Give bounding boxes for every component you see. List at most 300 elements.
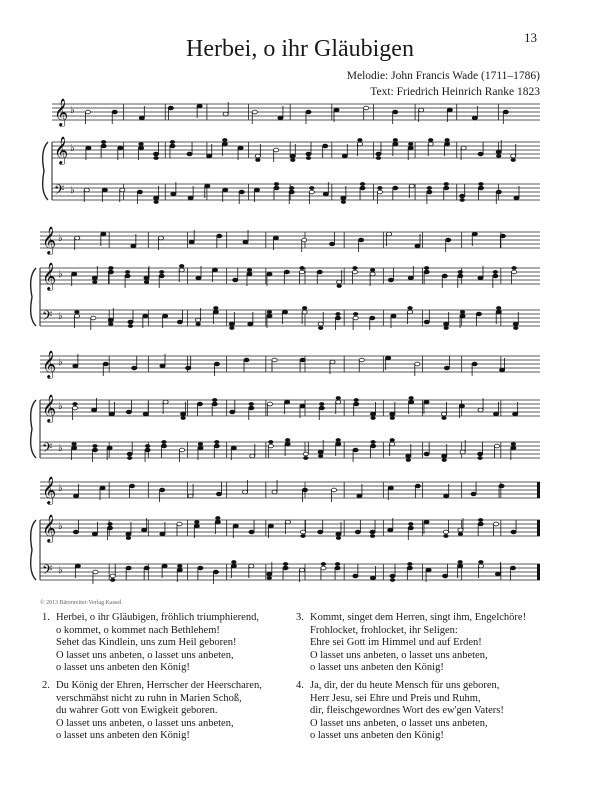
note-head bbox=[255, 154, 260, 158]
note-head bbox=[250, 454, 255, 458]
note-head bbox=[335, 566, 340, 570]
note-head bbox=[126, 566, 131, 570]
note-head bbox=[511, 154, 516, 158]
verse-line: Ehre sei Gott im Himmel und auf Erden! bbox=[310, 637, 482, 649]
note-head bbox=[443, 534, 448, 538]
note-head bbox=[284, 270, 289, 274]
note-head bbox=[444, 366, 449, 370]
flat-icon: ♭ bbox=[58, 311, 63, 322]
note-head bbox=[472, 232, 477, 236]
note-head bbox=[74, 314, 79, 318]
note-head bbox=[75, 236, 80, 240]
note-head bbox=[252, 110, 257, 114]
note-head bbox=[267, 310, 272, 314]
note-head bbox=[407, 306, 412, 310]
note-head bbox=[336, 442, 341, 446]
note-head bbox=[299, 270, 304, 274]
note-head bbox=[370, 576, 375, 580]
note-head bbox=[317, 270, 322, 274]
note-head bbox=[214, 440, 219, 444]
note-head bbox=[213, 306, 218, 310]
note-head bbox=[391, 314, 396, 318]
note-head bbox=[459, 404, 464, 408]
note-head bbox=[353, 448, 358, 452]
note-head bbox=[92, 444, 97, 448]
note-head bbox=[510, 566, 515, 570]
note-head bbox=[419, 108, 424, 112]
note-head bbox=[142, 528, 147, 532]
note-head bbox=[478, 152, 483, 156]
note-head bbox=[335, 312, 340, 316]
note-head bbox=[393, 110, 398, 114]
note-head bbox=[197, 402, 202, 406]
note-head bbox=[445, 138, 450, 142]
note-head bbox=[336, 536, 341, 540]
note-head bbox=[496, 154, 501, 158]
note-head bbox=[177, 568, 182, 572]
note-head bbox=[354, 398, 359, 402]
note-head bbox=[267, 572, 272, 576]
note-head bbox=[207, 154, 212, 158]
note-head bbox=[101, 144, 106, 148]
note-head bbox=[408, 526, 413, 530]
note-head bbox=[493, 270, 498, 274]
note-head bbox=[108, 318, 113, 322]
note-head bbox=[390, 578, 395, 582]
note-head bbox=[188, 196, 193, 200]
note-head bbox=[85, 110, 90, 114]
note-head bbox=[153, 156, 158, 160]
note-head bbox=[132, 366, 137, 370]
note-head bbox=[238, 146, 243, 150]
note-head bbox=[73, 494, 78, 498]
note-head bbox=[137, 190, 142, 194]
note-head bbox=[222, 138, 227, 142]
note-head bbox=[336, 438, 341, 442]
note-head bbox=[255, 158, 260, 162]
verse-line: Du König der Ehren, Herrscher der Heerscharen, bbox=[56, 680, 262, 691]
note-head bbox=[408, 276, 413, 280]
note-head bbox=[285, 442, 290, 446]
note-head bbox=[503, 110, 508, 114]
note-head bbox=[163, 400, 168, 404]
verse-3 bbox=[296, 612, 526, 675]
treble-clef-icon: 𝄞 bbox=[42, 394, 57, 422]
note-head bbox=[511, 530, 516, 534]
note-head bbox=[274, 186, 279, 190]
note-head bbox=[127, 452, 132, 456]
verse-line: Herbei, o ihr Gläubigen, fröhlich triumphierend, bbox=[56, 612, 259, 623]
note-head bbox=[194, 520, 199, 524]
note-head bbox=[318, 530, 323, 534]
note-head bbox=[100, 486, 105, 490]
flat-icon: ♭ bbox=[70, 185, 75, 196]
note-head bbox=[162, 564, 167, 568]
note-head bbox=[376, 152, 381, 156]
note-head bbox=[247, 272, 252, 276]
note-head bbox=[318, 454, 323, 458]
note-head bbox=[103, 362, 108, 366]
flat-icon: ♭ bbox=[58, 483, 63, 494]
verse-line: O lasset uns anbeten, o lasset uns anbeten, bbox=[310, 717, 488, 729]
note-head bbox=[300, 358, 305, 362]
note-head bbox=[336, 532, 341, 536]
note-head bbox=[360, 186, 365, 190]
note-head bbox=[388, 278, 393, 282]
note-head bbox=[160, 364, 165, 368]
flat-icon: ♭ bbox=[70, 105, 75, 116]
note-head bbox=[370, 534, 375, 538]
note-head bbox=[460, 450, 465, 454]
note-head bbox=[476, 312, 481, 316]
note-head bbox=[408, 146, 413, 150]
note-head bbox=[177, 564, 182, 568]
note-head bbox=[249, 564, 254, 568]
note-head bbox=[370, 316, 375, 320]
note-head bbox=[299, 266, 304, 270]
note-head bbox=[196, 318, 201, 322]
note-head bbox=[406, 454, 411, 458]
note-head bbox=[170, 140, 175, 144]
note-head bbox=[159, 270, 164, 274]
note-head bbox=[302, 310, 307, 314]
note-head bbox=[341, 196, 346, 200]
brace-icon bbox=[43, 142, 48, 200]
flat-icon: ♭ bbox=[70, 143, 75, 154]
note-head bbox=[107, 446, 112, 450]
verse-1 bbox=[42, 612, 259, 675]
note-head bbox=[214, 362, 219, 366]
note-head bbox=[472, 116, 477, 120]
note-head bbox=[92, 448, 97, 452]
note-head bbox=[274, 148, 279, 152]
note-head bbox=[197, 104, 202, 108]
note-head bbox=[302, 306, 307, 310]
note-head bbox=[92, 280, 97, 284]
note-head bbox=[161, 444, 166, 448]
note-head bbox=[407, 310, 412, 314]
note-head bbox=[213, 310, 218, 314]
note-head bbox=[170, 144, 175, 148]
note-head bbox=[163, 314, 168, 318]
note-head bbox=[426, 568, 431, 572]
page-number: 13 bbox=[524, 30, 537, 45]
note-head bbox=[393, 138, 398, 142]
note-head bbox=[309, 186, 314, 190]
note-head bbox=[478, 560, 483, 564]
note-head bbox=[223, 188, 228, 192]
note-head bbox=[323, 192, 328, 196]
note-head bbox=[306, 156, 311, 160]
note-head bbox=[406, 458, 411, 462]
note-head bbox=[267, 314, 272, 318]
note-head bbox=[216, 492, 221, 496]
note-head bbox=[239, 190, 244, 194]
treble-clef-icon: 𝄞 bbox=[42, 350, 57, 378]
note-head bbox=[424, 266, 429, 270]
note-head bbox=[285, 400, 290, 404]
note-head bbox=[102, 188, 107, 192]
flat-icon: ♭ bbox=[58, 443, 63, 454]
note-head bbox=[500, 234, 505, 238]
note-head bbox=[335, 316, 340, 320]
note-head bbox=[390, 412, 395, 416]
note-head bbox=[267, 402, 272, 406]
note-head bbox=[445, 142, 450, 146]
note-head bbox=[290, 154, 295, 158]
note-head bbox=[91, 408, 96, 412]
note-head bbox=[428, 138, 433, 142]
note-head bbox=[493, 412, 498, 416]
note-head bbox=[125, 270, 130, 274]
note-head bbox=[110, 578, 115, 582]
verse-line: dir, fleischgewordnes Wort des ew'gen Vaters! bbox=[310, 705, 504, 717]
treble-clef-icon: 𝄞 bbox=[54, 136, 69, 164]
treble-clef-icon: 𝄞 bbox=[42, 476, 57, 504]
note-head bbox=[415, 362, 420, 366]
note-head bbox=[138, 142, 143, 146]
note-head bbox=[335, 562, 340, 566]
note-head bbox=[336, 396, 341, 400]
note-head bbox=[138, 146, 143, 150]
note-head bbox=[393, 142, 398, 146]
verse-line: Kommt, singet dem Herren, singt ihm, Engelchöre! bbox=[310, 612, 527, 623]
final-bar-line bbox=[537, 482, 540, 498]
note-head bbox=[289, 186, 294, 190]
note-head bbox=[360, 182, 365, 186]
note-head bbox=[370, 530, 375, 534]
note-head bbox=[179, 448, 184, 452]
note-head bbox=[86, 146, 91, 150]
note-head bbox=[511, 270, 516, 274]
note-head bbox=[282, 310, 287, 314]
note-head bbox=[428, 142, 433, 146]
note-head bbox=[386, 356, 391, 360]
verse-line: o kommet, o kommet nach Bethlehem! bbox=[56, 624, 220, 636]
note-head bbox=[233, 278, 238, 282]
note-head bbox=[285, 438, 290, 442]
note-head bbox=[125, 274, 130, 278]
note-head bbox=[139, 116, 144, 120]
note-head bbox=[357, 138, 362, 142]
verse-line: Ja, dir, der du heute Mensch für uns geboren, bbox=[310, 680, 500, 691]
note-head bbox=[144, 280, 149, 284]
note-head bbox=[478, 564, 483, 568]
note-head bbox=[353, 316, 358, 320]
note-head bbox=[460, 310, 465, 314]
note-head bbox=[496, 150, 501, 154]
note-head bbox=[318, 326, 323, 330]
verse-line: du wahrer Gott von Ewigkeit geboren. bbox=[56, 705, 218, 717]
note-head bbox=[355, 530, 360, 534]
note-head bbox=[319, 406, 324, 410]
note-head bbox=[377, 190, 382, 194]
note-head bbox=[442, 454, 447, 458]
bass-clef-icon: 𝄢 bbox=[42, 562, 53, 581]
note-head bbox=[217, 234, 222, 238]
note-head bbox=[494, 522, 499, 526]
note-head bbox=[458, 528, 463, 532]
note-head bbox=[493, 274, 498, 278]
note-head bbox=[189, 240, 194, 244]
note-head bbox=[329, 242, 334, 246]
note-head bbox=[441, 412, 446, 416]
note-head bbox=[231, 446, 236, 450]
note-head bbox=[415, 484, 420, 488]
note-head bbox=[272, 490, 277, 494]
note-head bbox=[458, 560, 463, 564]
note-head bbox=[447, 108, 452, 112]
verse-line: O lasset uns anbeten, o lasset uns anbeten, bbox=[310, 649, 488, 661]
note-head bbox=[160, 532, 165, 536]
note-head bbox=[159, 274, 164, 278]
note-head bbox=[337, 280, 342, 284]
note-head bbox=[143, 314, 148, 318]
verse-line: o lasset uns anbeten den König! bbox=[310, 662, 444, 674]
note-head bbox=[499, 368, 504, 372]
note-head bbox=[511, 446, 516, 450]
note-head bbox=[458, 270, 463, 274]
note-head bbox=[274, 182, 279, 186]
note-head bbox=[249, 406, 254, 410]
note-head bbox=[126, 410, 131, 414]
note-head bbox=[212, 402, 217, 406]
note-head bbox=[300, 530, 305, 534]
note-head bbox=[278, 116, 283, 120]
note-head bbox=[370, 412, 375, 416]
brace-icon bbox=[31, 268, 36, 326]
note-head bbox=[268, 440, 273, 444]
flat-icon: ♭ bbox=[58, 269, 63, 280]
note-head bbox=[471, 492, 476, 496]
note-head bbox=[229, 326, 234, 330]
note-head bbox=[390, 442, 395, 446]
flat-icon: ♭ bbox=[58, 233, 63, 244]
note-head bbox=[118, 146, 123, 150]
note-head bbox=[179, 268, 184, 272]
note-head bbox=[215, 516, 220, 520]
note-head bbox=[71, 446, 76, 450]
note-head bbox=[461, 146, 466, 150]
note-head bbox=[409, 184, 414, 188]
note-head bbox=[73, 530, 78, 534]
note-head bbox=[323, 144, 328, 148]
note-head bbox=[352, 270, 357, 274]
note-head bbox=[444, 326, 449, 330]
note-head bbox=[198, 566, 203, 570]
note-head bbox=[144, 276, 149, 280]
note-head bbox=[444, 182, 449, 186]
verse-line: Herr Jesu, sei Ehre und Preis und Ruhm, bbox=[310, 692, 481, 704]
note-head bbox=[494, 444, 499, 448]
text-credit: Text: Friedrich Heinrich Ranke 1823 bbox=[370, 86, 540, 98]
note-head bbox=[223, 112, 228, 116]
note-head bbox=[249, 402, 254, 406]
note-head bbox=[267, 576, 272, 580]
note-head bbox=[153, 152, 158, 156]
note-head bbox=[268, 524, 273, 528]
note-head bbox=[229, 322, 234, 326]
note-head bbox=[321, 562, 326, 566]
verse-number: 3. bbox=[296, 612, 304, 623]
note-head bbox=[127, 456, 132, 460]
note-head bbox=[71, 442, 76, 446]
verse-line: o lasset uns anbeten den König! bbox=[310, 730, 444, 742]
note-head bbox=[300, 534, 305, 538]
verse-number: 1. bbox=[42, 612, 50, 623]
note-head bbox=[196, 276, 201, 280]
note-head bbox=[364, 106, 369, 110]
note-head bbox=[129, 484, 134, 488]
note-head bbox=[168, 106, 173, 110]
verse-4 bbox=[296, 680, 504, 743]
note-head bbox=[318, 450, 323, 454]
note-head bbox=[408, 522, 413, 526]
brace-icon bbox=[31, 400, 36, 458]
brace-icon bbox=[31, 520, 36, 580]
note-head bbox=[478, 182, 483, 186]
note-head bbox=[188, 494, 193, 498]
note-head bbox=[143, 412, 148, 416]
note-head bbox=[511, 158, 516, 162]
note-head bbox=[230, 410, 235, 414]
note-head bbox=[390, 416, 395, 420]
note-head bbox=[409, 396, 414, 400]
note-head bbox=[303, 456, 308, 460]
note-head bbox=[309, 190, 314, 194]
note-head bbox=[145, 444, 150, 448]
flat-icon: ♭ bbox=[58, 357, 63, 368]
note-head bbox=[303, 452, 308, 456]
verse-line: Frohlocket, frohlocket, ihr Seligen: bbox=[310, 624, 458, 636]
note-head bbox=[511, 266, 516, 270]
note-head bbox=[370, 268, 375, 272]
note-head bbox=[342, 154, 347, 158]
note-head bbox=[181, 412, 186, 416]
note-head bbox=[353, 312, 358, 316]
flat-icon: ♭ bbox=[58, 521, 63, 532]
note-head bbox=[336, 400, 341, 404]
note-head bbox=[377, 186, 382, 190]
note-head bbox=[249, 530, 254, 534]
final-bar-line bbox=[537, 564, 540, 580]
note-head bbox=[186, 366, 191, 370]
note-head bbox=[357, 494, 362, 498]
note-head bbox=[407, 566, 412, 570]
note-head bbox=[300, 404, 305, 408]
note-head bbox=[458, 274, 463, 278]
verse-line: Sehet das Kindlein, uns zum Heil geboren! bbox=[56, 637, 237, 649]
note-head bbox=[107, 526, 112, 530]
note-head bbox=[408, 142, 413, 146]
verse-line: o lasset uns anbeten den König! bbox=[56, 730, 190, 742]
note-head bbox=[107, 522, 112, 526]
note-head bbox=[177, 320, 182, 324]
note-head bbox=[415, 244, 420, 248]
note-head bbox=[478, 186, 483, 190]
note-head bbox=[444, 322, 449, 326]
note-head bbox=[283, 562, 288, 566]
note-head bbox=[496, 306, 501, 310]
note-head bbox=[424, 270, 429, 274]
verse-line: O lasset uns anbeten, o lasset uns anbeten, bbox=[56, 649, 234, 661]
note-head bbox=[92, 532, 97, 536]
note-head bbox=[357, 142, 362, 146]
note-head bbox=[359, 238, 364, 242]
note-head bbox=[407, 562, 412, 566]
note-head bbox=[306, 110, 311, 114]
note-head bbox=[244, 358, 249, 362]
